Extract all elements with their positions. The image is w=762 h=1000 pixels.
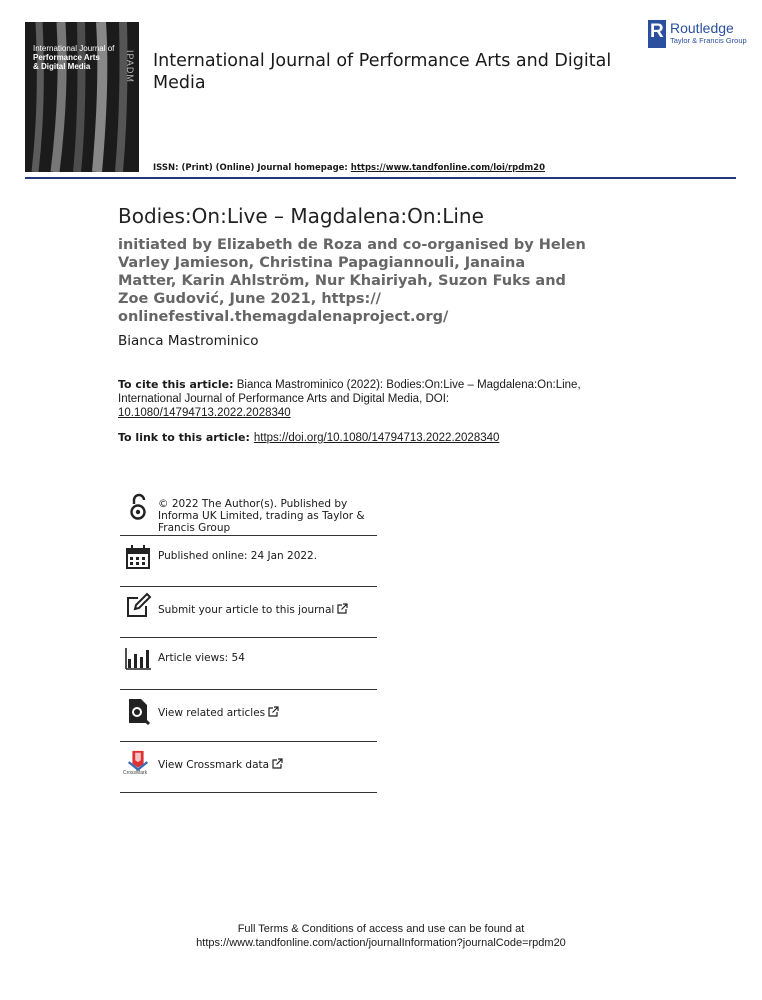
citation-text: Bianca Mastrominico (2022): Bodies:On:Live – Magdalena:On:Line, International Journal of Performance Arts and Digital Media, DOI: — [118, 379, 581, 405]
divider — [120, 689, 377, 690]
citation-label: To cite this article: — [118, 378, 234, 391]
related-articles-link[interactable]: View related articles — [158, 706, 279, 719]
author-name[interactable]: Bianca Mastrominico — [118, 333, 259, 349]
divider — [120, 586, 377, 587]
cover-title — [33, 44, 119, 71]
submit-article-row[interactable] — [120, 592, 377, 636]
external-link-icon — [268, 706, 279, 717]
cover-title-line: & Digital Media — [33, 62, 91, 71]
article-views-text: Article views: 54 — [158, 652, 245, 664]
article-link-label: To link to this article: — [118, 431, 250, 444]
calendar-icon — [124, 543, 152, 571]
cover-logo: IPADM — [125, 50, 135, 83]
article-doi-link[interactable]: https://doi.org/10.1080/14794713.2022.2028340 — [253, 432, 500, 444]
footer-terms-link[interactable]: https://www.tandfonline.com/action/journalInformation?journalCode=rpdm20 — [196, 937, 566, 949]
open-lock-icon — [124, 493, 152, 521]
publisher-logo[interactable] — [648, 20, 747, 48]
bar-chart-icon — [124, 645, 152, 673]
submit-article-link[interactable]: Submit your article to this journal — [158, 603, 348, 616]
article-views-row — [120, 643, 377, 687]
article-title: Bodies:On:Live – Magdalena:On:Line — [118, 204, 484, 228]
divider — [120, 637, 377, 638]
article-subtitle: initiated by Elizabeth de Roza and co-organised by Helen Varley Jamieson, Christina Papagiannouli, Janaina Matter, Karin Ahlström, Nur Khairiyah, Suzon Fuks and Zoe Gudović, June 2021, https:// onlinefestival.themagdalenaproject.org/ — [118, 237, 586, 325]
crossmark-label: CrossMark — [123, 770, 148, 776]
published-row — [120, 541, 377, 585]
publisher-name: Routledge — [670, 20, 734, 36]
external-link-icon — [337, 603, 348, 614]
edit-icon — [124, 592, 152, 620]
header-rule — [25, 177, 736, 179]
divider — [120, 535, 377, 536]
article-link-line — [118, 431, 499, 444]
cover-title-line: Performance Arts — [33, 53, 100, 62]
publisher-subtitle: Taylor & Francis Group — [670, 36, 747, 45]
open-access-row — [120, 493, 377, 535]
crossmark-row[interactable] — [120, 747, 377, 791]
journal-cover — [25, 22, 139, 172]
citation-doi-link[interactable]: 10.1080/14794713.2022.2028340 — [118, 407, 291, 419]
issn-line — [153, 163, 545, 173]
journal-title[interactable]: International Journal of Performance Arts and Digital Media — [153, 51, 612, 93]
document-search-icon — [124, 697, 152, 725]
footer — [0, 922, 762, 950]
cover-title-line: International Journal of — [33, 44, 115, 53]
issn-label: ISSN: (Print) (Online) Journal homepage: — [153, 163, 351, 173]
divider — [120, 792, 377, 793]
footer-terms-text: Full Terms & Conditions of access and use can be found at — [237, 923, 525, 935]
external-link-icon — [272, 758, 283, 769]
published-date-text: Published online: 24 Jan 2022. — [158, 550, 318, 562]
divider — [120, 741, 377, 742]
crossmark-link[interactable]: View Crossmark data — [158, 758, 283, 771]
citation-block — [118, 378, 588, 420]
routledge-logo-icon: R — [648, 20, 666, 48]
open-access-text: © 2022 The Author(s). Published by Informa UK Limited, trading as Taylor & Francis Group — [158, 498, 365, 534]
journal-homepage-link[interactable]: https://www.tandfonline.com/loi/rpdm20 — [350, 163, 546, 173]
related-articles-row[interactable] — [120, 695, 377, 739]
